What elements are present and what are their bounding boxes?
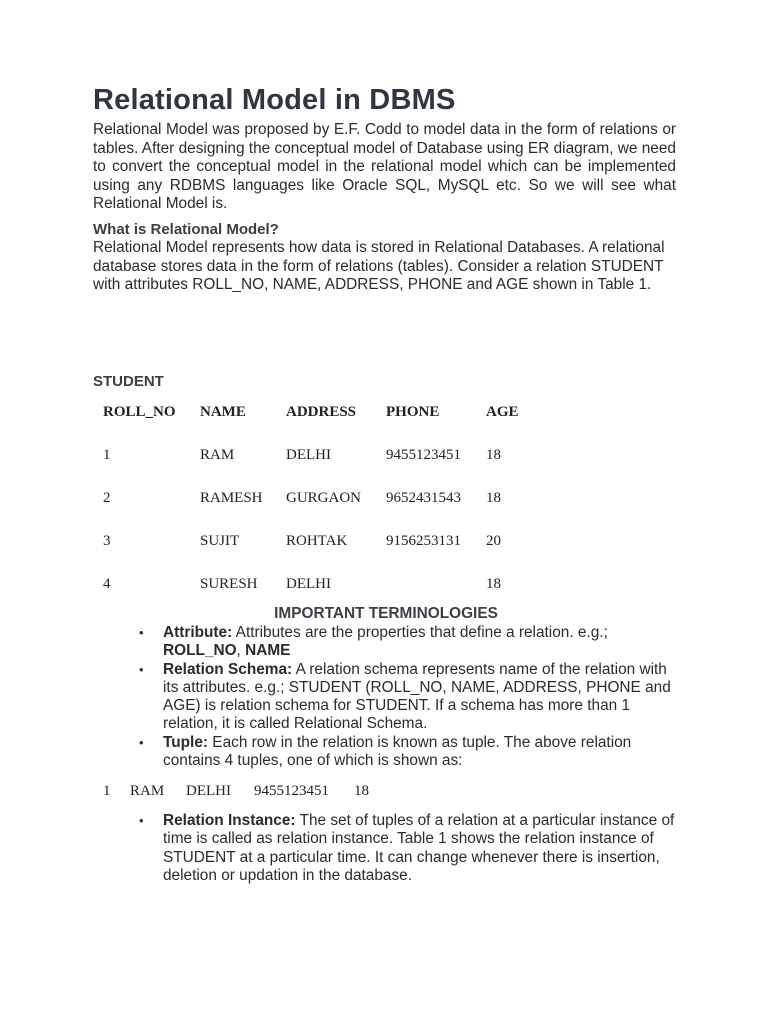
- student-table: [103, 396, 546, 619]
- table-cell: 9652431543: [386, 490, 461, 506]
- term-text: Attributes are the properties that define a relation. e.g.;: [232, 624, 608, 641]
- term-label: Relation Schema:: [163, 660, 293, 678]
- tuple-value: 9455123451: [254, 783, 329, 799]
- table-cell: 3: [103, 533, 111, 549]
- term-example: NAME: [245, 642, 291, 660]
- table-row: [103, 447, 546, 490]
- table-cell: SUJIT: [200, 533, 240, 549]
- table-cell: DELHI: [286, 576, 331, 592]
- relational-model-paragraph: Relational Model represents how data is stored in Relational Databases. A relational database stores data in the form of relations (tables). Consider a relation STUDENT with attributes ROLL_NO, NAME, ADDRESS, PHONE and AGE shown in Table 1.: [93, 239, 665, 294]
- term-text: A relation schema represents name of the relation with its attributes. e.g.; STUDENT (ROLL_NO, NAME, ADDRESS, PHONE and AGE) is relation schema for STUDENT. If a schema has more than 1 relation, it is called Relational Schema.: [163, 660, 671, 733]
- table-cell: 1: [103, 447, 111, 463]
- table-cell: RAM: [200, 447, 235, 463]
- tuple-value: 18: [354, 783, 369, 799]
- bullet-icon: •: [139, 625, 144, 640]
- intro-paragraph: Relational Model was proposed by E.F. Codd to model data in the form of relations or tables. After designing the conceptual model of Database using ER diagram, we need to convert the conceptual model in the relational model which can be implemented using any RDBMS languages like Oracle SQL, MySQL etc. So we will see what Relational Model is.: [93, 121, 676, 213]
- tuple-value: 1: [103, 783, 111, 799]
- table-row: [103, 490, 546, 533]
- table-cell: 2: [103, 490, 111, 506]
- table-title: STUDENT: [93, 373, 164, 390]
- table-row: [103, 533, 546, 576]
- term-text: The set of tuples of a relation at a particular instance of time is called as relation instance. Table 1 shows the relation instance of STUDENT at a particular time. It can change whenever there is insertion, deletion or updation in the database.: [163, 812, 675, 884]
- column-header: NAME: [200, 404, 246, 420]
- table-cell: SURESH: [200, 576, 258, 592]
- tuple-value: RAM: [130, 783, 165, 799]
- term-separator: ,: [236, 642, 246, 660]
- table-cell: 9156253131: [386, 533, 461, 549]
- list-item-relation-instance: [139, 812, 683, 885]
- terminology-list-continued: [139, 812, 683, 885]
- bullet-icon: •: [139, 813, 144, 828]
- column-header: ROLL_NO: [103, 404, 176, 420]
- term-label: Attribute:: [163, 624, 233, 641]
- table-cell: DELHI: [286, 447, 331, 463]
- column-header: ADDRESS: [286, 404, 357, 420]
- term-label: Tuple:: [163, 733, 209, 751]
- terminologies-heading: IMPORTANT TERMINOLOGIES: [274, 605, 498, 622]
- terminology-list: [139, 624, 673, 770]
- bullet-icon: •: [139, 661, 144, 677]
- table-cell: 20: [486, 533, 501, 549]
- list-item-relation-schema: [139, 660, 673, 734]
- term-example: ROLL_NO: [163, 642, 237, 660]
- table-cell: 18: [486, 490, 501, 506]
- table-cell: RAMESH: [200, 490, 263, 506]
- section-heading-what-is: What is Relational Model?: [93, 221, 279, 238]
- column-header: AGE: [486, 404, 519, 420]
- table-cell: 18: [486, 447, 501, 463]
- bullet-icon: •: [139, 734, 144, 750]
- table-cell: GURGAON: [286, 490, 361, 506]
- table-header-row: [103, 396, 546, 447]
- table-cell: 18: [486, 576, 501, 592]
- page-title: Relational Model in DBMS: [93, 84, 456, 116]
- term-label: Relation Instance:: [163, 812, 296, 829]
- table-cell: ROHTAK: [286, 533, 348, 549]
- tuple-value: DELHI: [186, 783, 231, 799]
- column-header: PHONE: [386, 404, 440, 420]
- table-cell: 9455123451: [386, 447, 461, 463]
- list-item-tuple: [139, 733, 673, 771]
- list-item-attribute: [139, 624, 673, 661]
- table-cell: 4: [103, 576, 111, 592]
- term-text: Each row in the relation is known as tuple. The above relation contains 4 tuples, one of which is shown as:: [163, 733, 632, 770]
- tuple-example-row: [103, 783, 369, 800]
